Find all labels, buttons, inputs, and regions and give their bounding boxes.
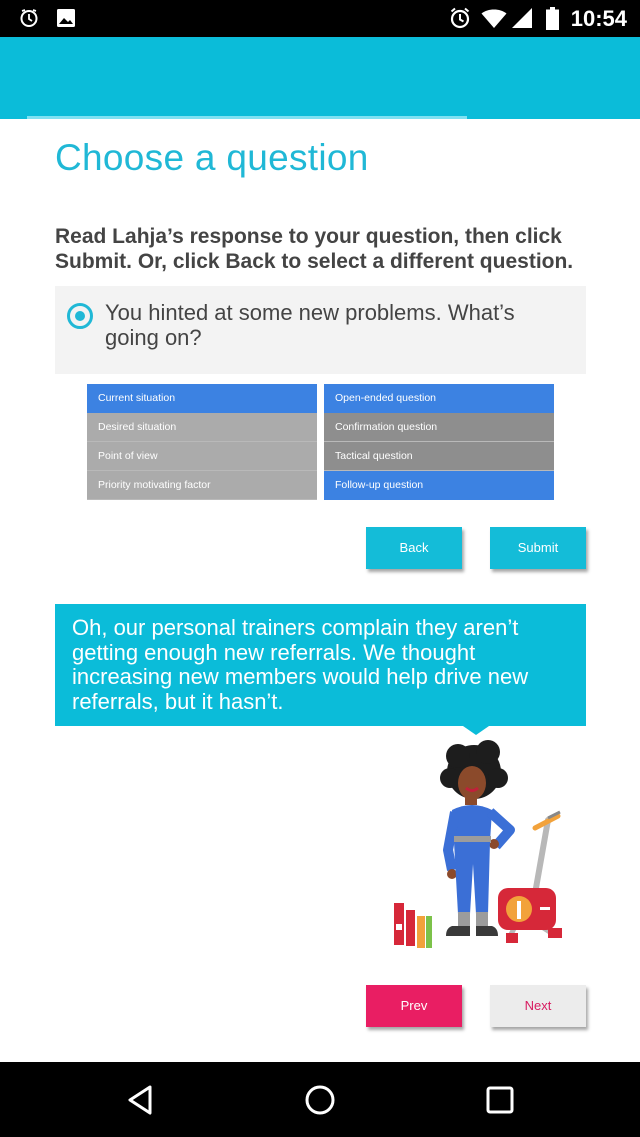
alarm-clock-icon	[19, 8, 39, 33]
category-point-of-view: Point of view	[87, 442, 317, 471]
category-priority-motivating-factor: Priority motivating factor	[87, 471, 317, 500]
instruction-text: Read Lahja’s response to your question, then click Submit. Or, click Back to select a different question.	[55, 225, 574, 273]
signal-icon	[511, 8, 533, 34]
speech-bubble-tail	[463, 726, 489, 735]
status-bar	[0, 0, 640, 37]
radio-selected-icon[interactable]	[67, 303, 93, 329]
recent-apps-square-icon[interactable]	[486, 1086, 514, 1119]
android-navigation-bar	[0, 1062, 640, 1137]
category-tactical-question: Tactical question	[324, 442, 554, 471]
prev-button[interactable]: Prev	[366, 985, 462, 1027]
wifi-icon	[481, 9, 507, 34]
category-current-situation: Current situation	[87, 384, 317, 413]
battery-icon	[546, 7, 559, 35]
back-triangle-icon[interactable]	[126, 1084, 154, 1121]
header-progress-underline	[27, 116, 467, 119]
next-button[interactable]: Next	[490, 985, 586, 1027]
dumbbells-icon	[394, 903, 432, 948]
page-title: Choose a question	[55, 137, 369, 178]
alarm-icon	[449, 7, 471, 34]
response-speech-bubble	[55, 604, 586, 726]
response-text: Oh, our personal trainers complain they aren’t getting enough new referrals. We thought increasing new members would help drive new referrals, but it hasn’t.	[72, 615, 529, 714]
question-text: You hinted at some new problems. What’s going on?	[105, 300, 515, 350]
category-follow-up-question: Follow-up question	[324, 471, 554, 500]
situation-categories	[87, 384, 317, 500]
category-open-ended-question: Open-ended question	[324, 384, 554, 413]
selected-question-card[interactable]	[55, 286, 586, 374]
category-desired-situation: Desired situation	[87, 413, 317, 442]
submit-button[interactable]: Submit	[490, 527, 586, 569]
image-icon	[56, 8, 76, 33]
character-illustration	[388, 738, 578, 953]
category-confirmation-question: Confirmation question	[324, 413, 554, 442]
back-button[interactable]: Back	[366, 527, 462, 569]
question-type-categories	[324, 384, 554, 500]
status-time: 10:54	[570, 6, 627, 31]
app-header	[0, 37, 640, 119]
home-circle-icon[interactable]	[304, 1084, 336, 1121]
